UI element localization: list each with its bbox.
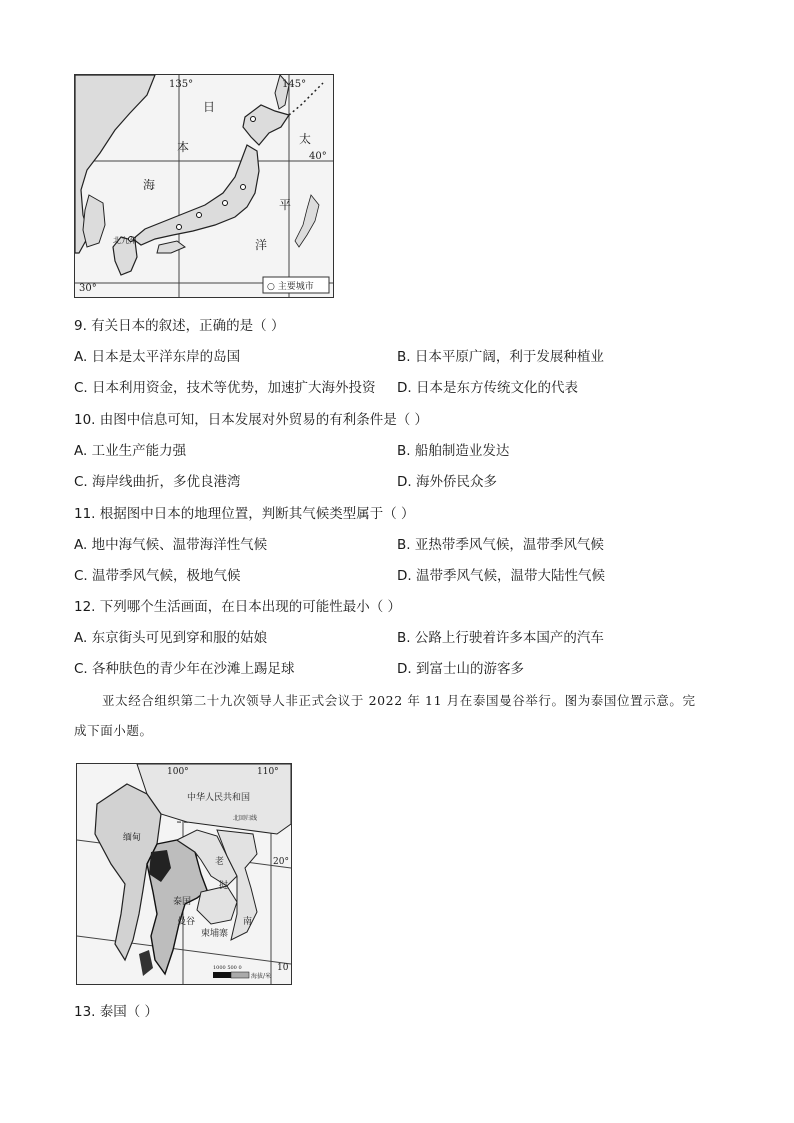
q11-option-c[interactable]: C. 温带季风气候，极地气候: [74, 568, 241, 584]
label-bangkok: 曼谷: [177, 917, 196, 927]
q10-option-b[interactable]: B. 船舶制造业发达: [397, 443, 510, 459]
q12-stem: 12. 下列哪个生活画面，在日本出现的可能性最小（ ）: [74, 599, 402, 615]
label-tropic: 北回归线: [233, 815, 258, 822]
q12-option-a[interactable]: A. 东京街头可见到穿和服的姑娘: [74, 630, 268, 646]
sea-label-ben: 本: [177, 140, 190, 154]
ocean-label-tai: 太: [299, 132, 312, 146]
lat-10-label: 10: [277, 963, 289, 973]
label-wo: 挝: [219, 881, 229, 891]
label-prc: 中华人民共和国: [187, 793, 251, 803]
q12-option-b[interactable]: B. 公路上行驶着许多本国产的汽车: [397, 630, 604, 646]
q11-option-d[interactable]: D. 温带季风气候，温带大陆性气候: [397, 568, 605, 584]
q9-option-b[interactable]: B. 日本平原广阔，利于发展种植业: [397, 349, 604, 365]
sea-label-ri: 日: [203, 100, 216, 114]
q11-option-a[interactable]: A. 地中海气候、温带海洋性气候: [74, 537, 268, 553]
q12-option-c[interactable]: C. 各种肤色的青少年在沙滩上踢足球: [74, 661, 295, 677]
label-cambodia: 柬埔寨: [201, 929, 229, 939]
elevation-unit: 海拔/米: [251, 973, 272, 980]
passage-line-1: 亚太经合组织第二十九次领导人非正式会议于 2022 年 11 月在泰国曼谷举行。图为泰国位置示意。完: [102, 693, 696, 708]
map-legend: ○ 主要城市: [267, 282, 314, 292]
q10-option-a[interactable]: A. 工业生产能力强: [74, 443, 187, 459]
q9-stem: 9. 有关日本的叙述，正确的是（ ）: [74, 318, 285, 334]
elevation-scale: 1000 500 0: [213, 965, 242, 971]
label-nan: 南: [243, 917, 253, 927]
passage-line-2: 成下面小题。: [74, 723, 153, 738]
kyushu-label: 北九州: [113, 236, 137, 245]
q13-stem: 13. 泰国（ ）: [74, 1004, 159, 1020]
thailand-map-drawing: [77, 764, 291, 984]
q10-option-d[interactable]: D. 海外侨民众多: [397, 474, 497, 490]
label-thailand: 泰国: [173, 897, 192, 907]
japan-map: [74, 74, 334, 298]
q11-stem: 11. 根据图中日本的地理位置，判断其气候类型属于（ ）: [74, 506, 415, 522]
ocean-label-ping: 平: [279, 198, 292, 212]
lat-20-label: 20°: [273, 857, 289, 867]
sea-label-hai: 海: [143, 178, 156, 192]
japan-map-drawing: [75, 75, 333, 297]
q10-stem: 10. 由图中信息可知，日本发展对外贸易的有利条件是（ ）: [74, 412, 429, 428]
q9-option-d[interactable]: D. 日本是东方传统文化的代表: [397, 380, 578, 396]
lon-110-label: 110°: [257, 767, 279, 777]
lat-40-label: 40°: [309, 151, 327, 162]
label-myanmar: 缅甸: [123, 833, 142, 843]
q11-option-b[interactable]: B. 亚热带季风气候，温带季风气候: [397, 537, 604, 553]
lon-135-label: 135°: [169, 79, 194, 90]
q10-option-c[interactable]: C. 海岸线曲折，多优良港湾: [74, 474, 241, 490]
lon-145-label: 145°: [282, 79, 307, 90]
q9-option-c[interactable]: C. 日本利用资金，技术等优势，加速扩大海外投资: [74, 380, 376, 396]
q9-option-a[interactable]: A. 日本是太平洋东岸的岛国: [74, 349, 241, 365]
lon-100-label: 100°: [167, 767, 189, 777]
q12-option-d[interactable]: D. 到富士山的游客多: [397, 661, 524, 677]
label-lao: 老: [215, 857, 225, 867]
lat-30-label: 30°: [79, 283, 97, 294]
ocean-label-yang: 洋: [255, 238, 268, 252]
thailand-map: [76, 763, 292, 985]
